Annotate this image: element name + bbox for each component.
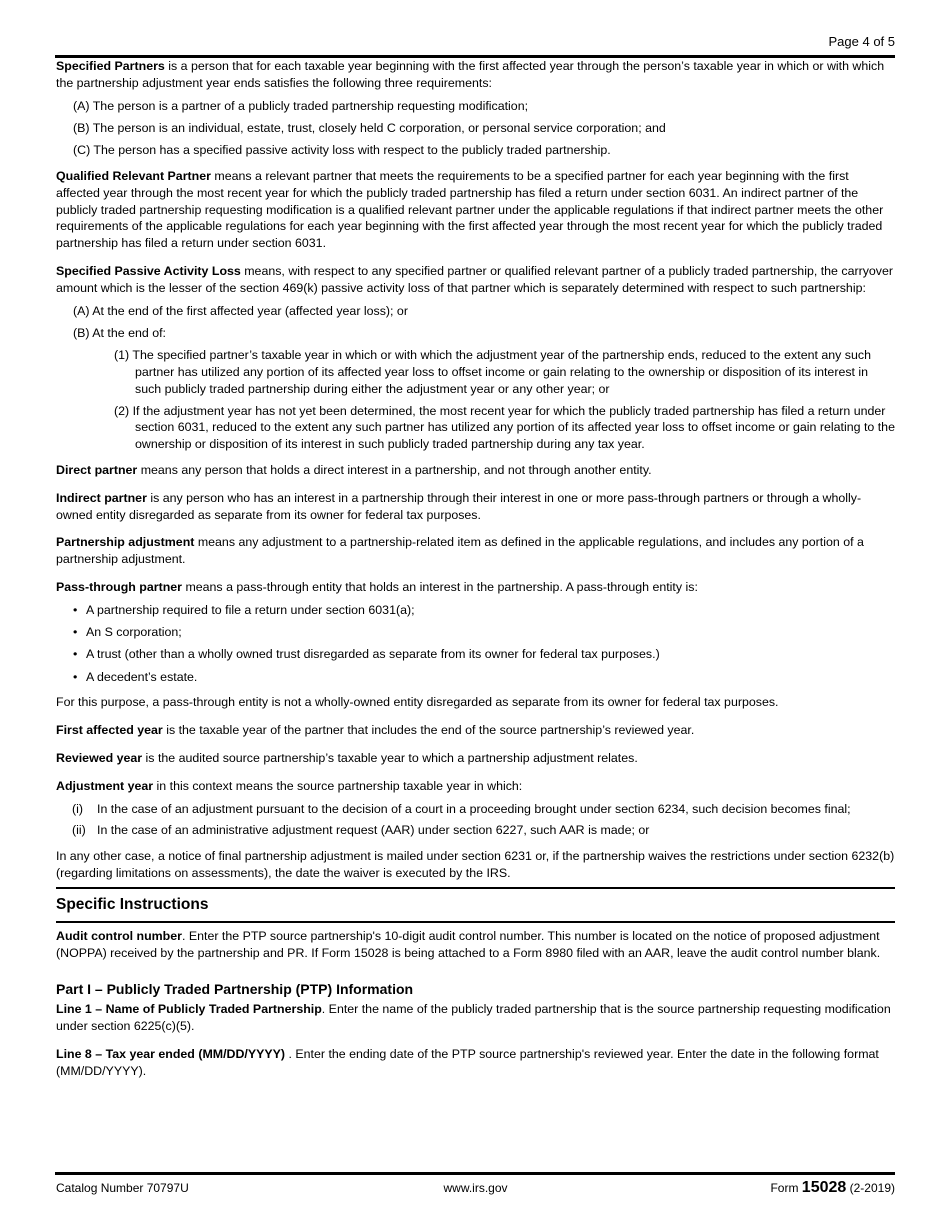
website: www.irs.gov [443,1181,508,1195]
term: Pass-through partner [56,579,182,594]
definition-text: is any person who has an interest in a partnership through their interest in one or more pass-through partners or through a wholly-owned entity disregarded as separate from its owner for federal tax purposes. [56,490,862,522]
page-content [56,58,895,1091]
adjustment-year-other: In any other case, a notice of final partnership adjustment is mailed under section 6231 or, if the partnership waives the restrictions under section 6232(b) (regarding limitations on assessments), the date the waiver is executed by the IRS. [56,849,895,880]
line-1-instruction [56,1001,895,1035]
list-item: (A) The person is a partner of a publicly traded partnership requesting modification; [73,98,529,113]
roman-number: (ii) [72,823,86,838]
direct-partner-definition [56,462,895,479]
list-item: (B) The person is an individual, estate, trust, closely held C corporation, or personal service corporation; and [73,120,666,135]
adjustment-year-definition [56,778,895,795]
list-item: (C) The person has a specified passive activity loss with respect to the publicly traded partnership. [73,143,611,158]
term: Adjustment year [56,778,154,793]
form-label: Form [770,1181,799,1195]
specified-partners-definition [56,58,895,92]
term: Partnership adjustment [56,535,195,550]
term: Qualified Relevant Partner [56,168,211,183]
definition-text: means, with respect to any specified partner or qualified relevant partner of a publicly traded partnership, the carryover amount which is the lesser of the section 469(k) passive activity loss of that partner which is separately determined with respect to such partnership: [56,263,894,295]
bullet-dot: • [73,602,78,617]
definition-text: is a person that for each taxable year beginning with the first affected year through the person’s taxable year in which or with which the partnership adjustment year ends satisfies the following three requirements: [56,59,885,90]
indirect-partner-definition [56,490,895,524]
first-affected-year-definition [56,722,895,739]
definition-text: is the taxable year of the partner that includes the end of the source partnership’s reviewed year. [162,723,695,738]
bullet-item [56,669,895,686]
instruction-text: . Enter the PTP source partnership's 10-digit audit control number. This number is located on the notice of proposed adjustment (NOPPA) received by the partnership and PR. If Form 15028 is being attached to a Form 8980 filed with an AAR, leave the audit control number blank. [56,928,881,960]
term: First affected year [56,723,163,738]
qualified-relevant-partner-definition [56,168,895,252]
term: Specified Passive Activity Loss [56,263,241,278]
definition-text: means a pass-through entity that holds an interest in the partnership. A pass-through entity is: [182,579,698,594]
definition-text: is the audited source partnership’s taxable year to which a partnership adjustment relates. [142,751,638,765]
bullet-text: A trust (other than a wholly owned trust disregarded as separate from its owner for federal tax purposes.) [86,647,660,662]
definition-text: means a relevant partner that meets the requirements to be a specified partner for each year beginning with the first affected year through the most recent year for which the publicly traded partnership has filed a return under section 6031. An indirect partner of the publicly traded partnership requesting modification is a qualified relevant partner under the applicable regulations if that indirect partner meets the other requirements of the applicable regulations for each year beginning with the first affected year through the most recent year for which the publicly traded partnership has filed a return under section 6031. [56,168,884,251]
roman-text: In the case of an administrative adjustment request (AAR) under section 6227, such AAR is made; or [97,823,650,838]
term: Line 8 – Tax year ended (MM/DD/YYYY) [56,1046,286,1061]
sub-item-number: (2) [114,403,130,418]
form-id [770,1180,895,1197]
form-revision: (2-2019) [849,1181,895,1195]
roman-text: In the case of an adjustment pursuant to the decision of a court in a proceeding brought under section 6234, such decision becomes final; [97,801,851,816]
bullet-item [56,624,895,641]
bullet-dot: • [73,625,78,640]
reviewed-year-definition [56,750,895,767]
part-1-heading: Part I – Publicly Traded Partnership (PTP) Information [56,981,414,998]
bottom-rule [55,1172,895,1175]
instruction-text: . Enter the name of the publicly traded partnership that is the source partnership requesting modification under section 6225(c)(5). [56,1002,891,1034]
catalog-number: Catalog Number 70797U [56,1181,189,1195]
form-number: 15028 [801,1179,847,1196]
bullet-text: A decedent’s estate. [86,669,198,684]
instruction-text: . Enter the ending date of the PTP source partnership's reviewed year. Enter the date in the following format (MM/DD/YYYY). [56,1046,879,1078]
specific-instructions-heading: Specific Instructions [56,895,209,913]
term: Audit control number [56,928,182,943]
pass-through-partner-definition [56,579,895,596]
bullet-text: A partnership required to file a return under section 6031(a); [86,602,415,617]
bullet-dot: • [73,647,78,662]
partnership-adjustment-definition [56,534,895,568]
definition-text: means any adjustment to a partnership-related item as defined in the applicable regulations, and includes any portion of a partnership adjustment. [56,535,864,567]
footer [56,1180,895,1198]
sub-list-item [96,347,895,397]
term: Reviewed year [56,751,143,765]
list-item: (B) At the end of: [73,325,166,340]
bullet-text: An S corporation; [86,625,182,640]
term: Specified Partners [56,59,165,73]
roman-number: (i) [72,801,84,816]
definition-text: means any person that holds a direct interest in a partnership, and not through another entity. [137,462,652,477]
sub-item-text: The specified partner’s taxable year in which or with which the adjustment year of the partnership ends, reduced to the extent any such partner has utilized any portion of its affected year loss to offset income or gain relating to the ownership or disposition of its interest in such publicly traded partnership during either the adjustment year or any other year; or [132,348,871,396]
line-8-instruction [56,1046,895,1080]
pass-through-note: For this purpose, a pass-through entity is not a wholly-owned entity disregarded as separate from its owner for federal tax purposes. [56,695,779,710]
definition-text: in this context means the source partnership taxable year in which: [153,778,523,793]
audit-control-number-instruction [56,928,895,962]
sub-item-text: If the adjustment year has not yet been determined, the most recent year for which the publicly traded partnership has filed a return under section 6031, reduced to the extent any such partner has utilized any portion of its affected year loss to offset income or gain relating to the ownership or disposition of its interest in such publicly traded partnership during any tax year. [132,403,895,452]
term: Direct partner [56,462,138,477]
specified-passive-activity-loss-definition [56,263,895,297]
bullet-item [56,646,895,663]
section-rule [56,921,895,923]
roman-list-item [56,801,895,818]
bullet-item [56,602,895,619]
sub-list-item [96,403,895,453]
bullet-dot: • [73,669,78,684]
list-item: (A) At the end of the first affected year (affected year loss); or [73,303,408,318]
sub-item-number: (1) [114,348,130,363]
roman-list-item [56,822,895,839]
term: Indirect partner [56,490,147,505]
term: Line 1 – Name of Publicly Traded Partnership [56,1002,322,1017]
page-number: Page 4 of 5 [828,34,895,49]
